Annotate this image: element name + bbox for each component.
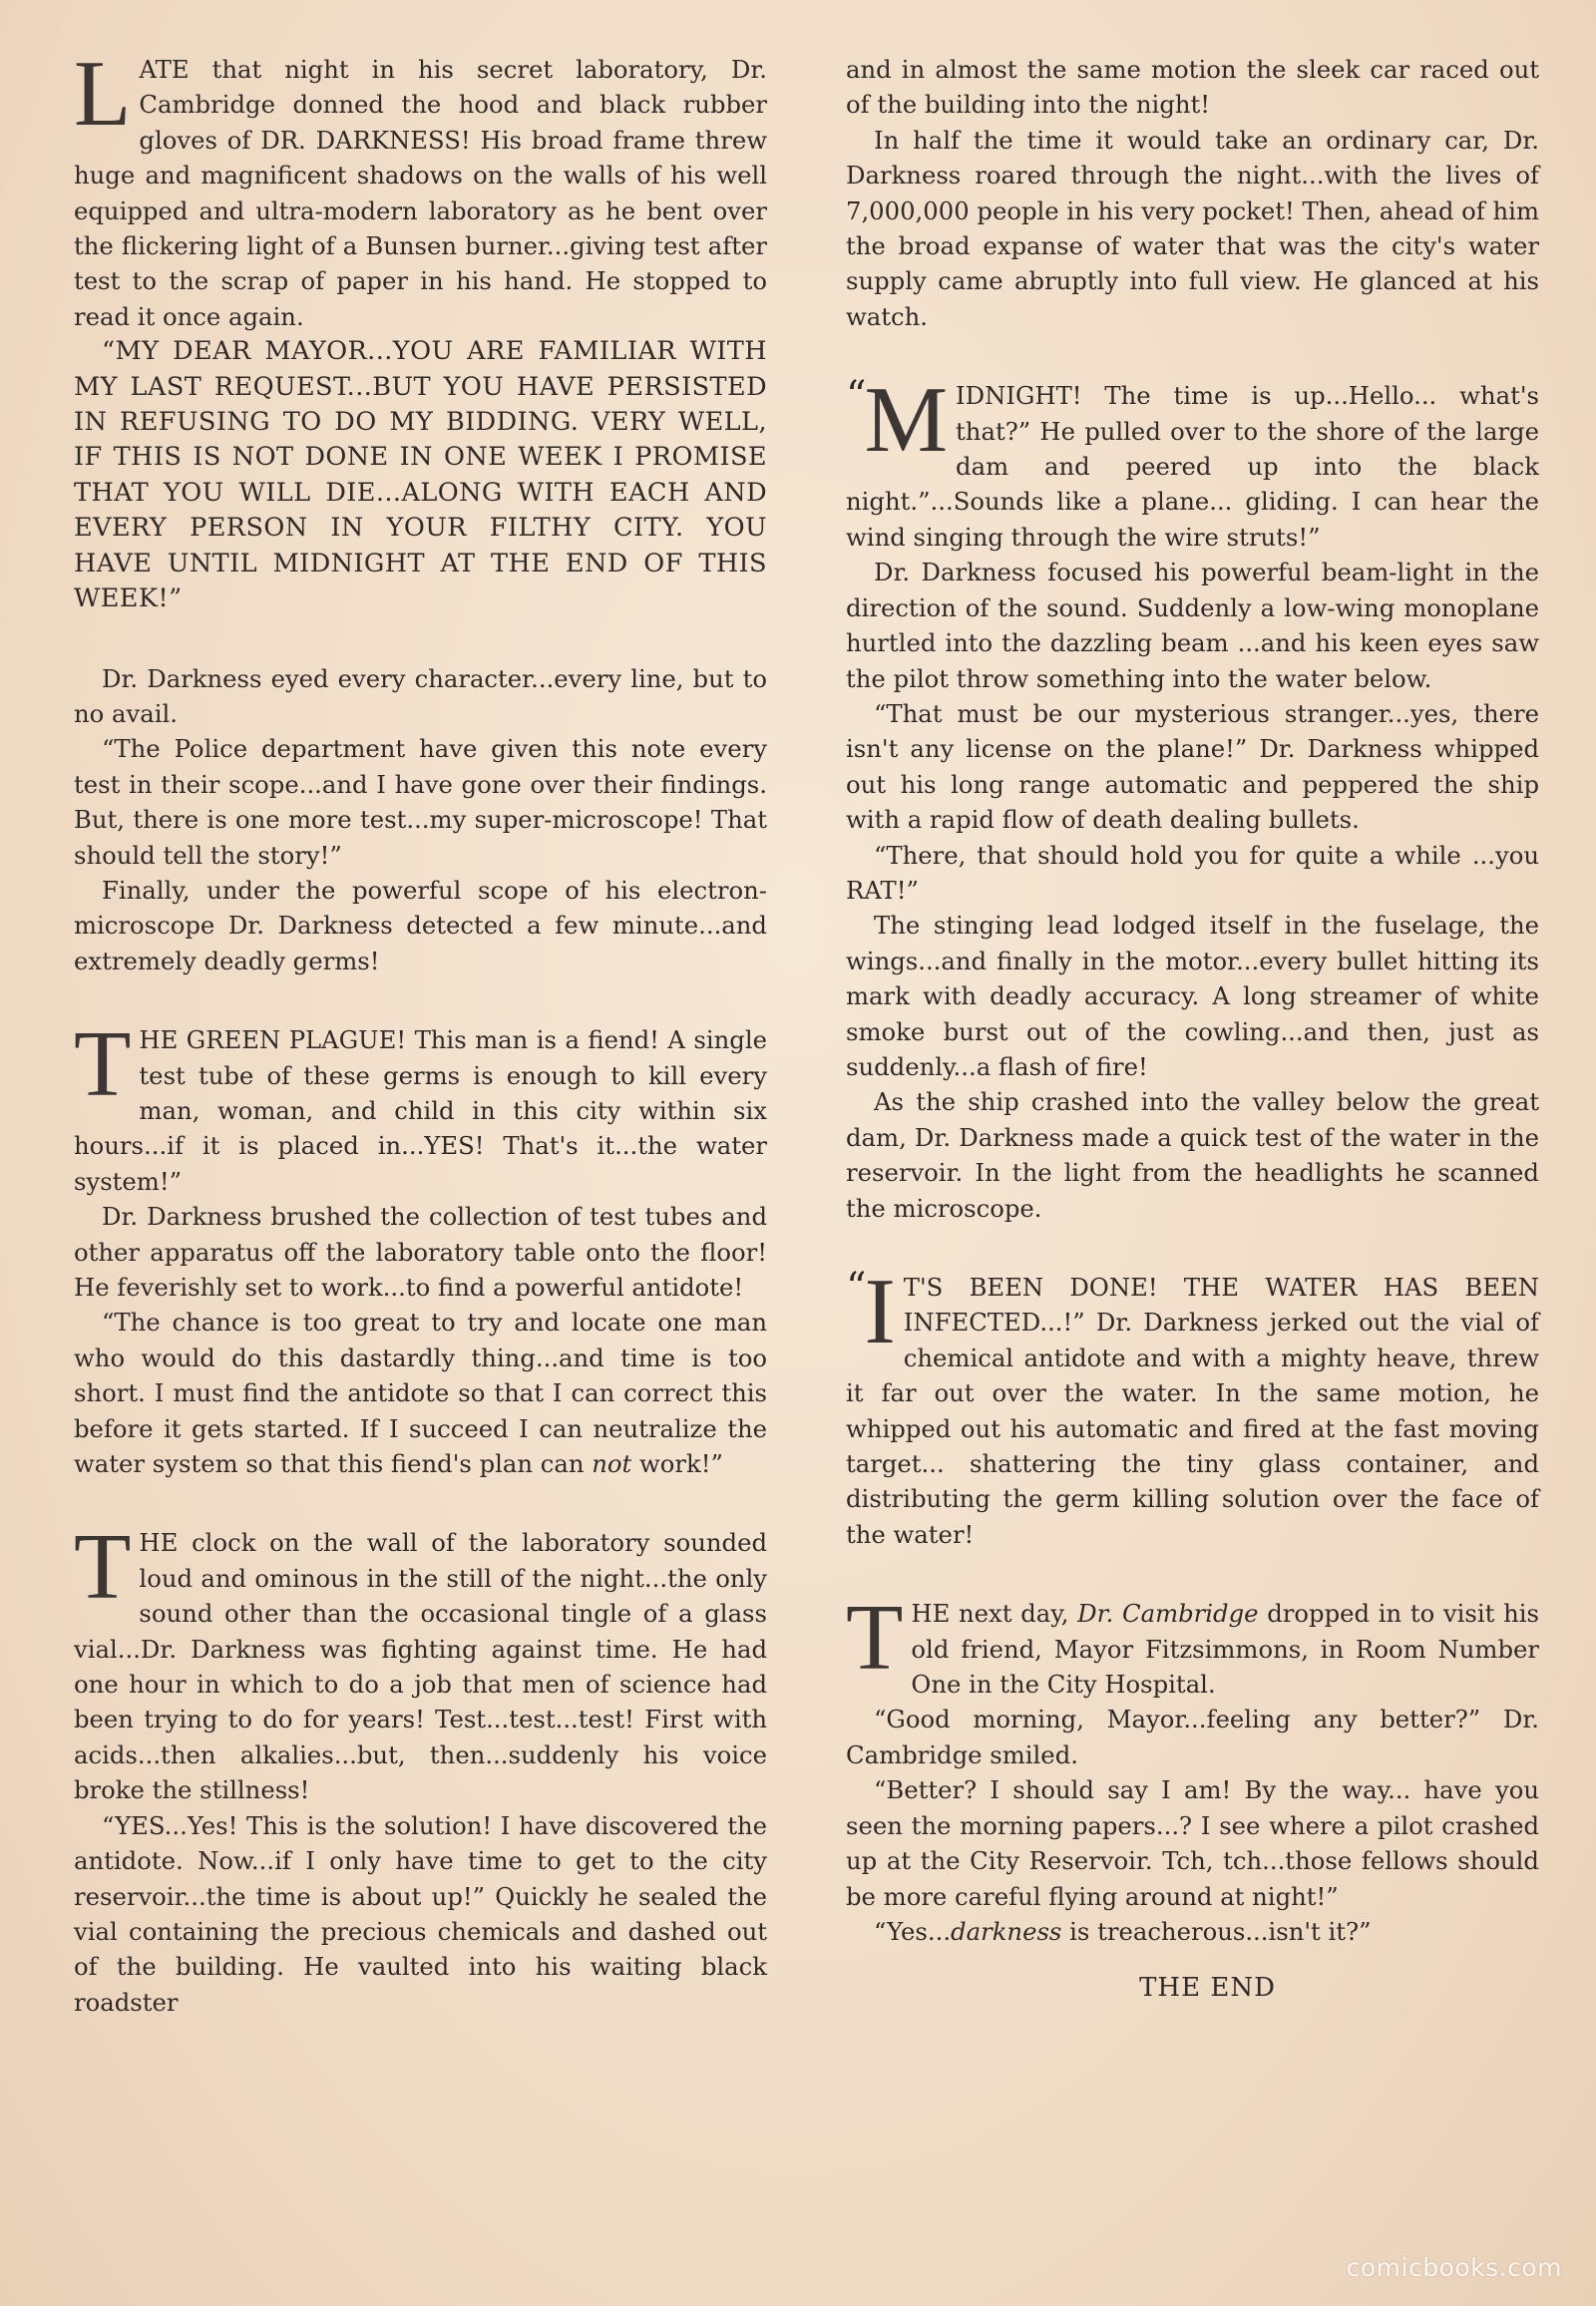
- text-segment: HE next day,: [911, 1599, 1078, 1629]
- the-end-label: THE END: [1139, 1973, 1276, 2004]
- paragraph-text: IDNIGHT! The time is up...Hello... what's that?” He pulled over to the shore of the large dam and peered up into the black night.”...Sounds like a plane... gliding. I can hear the wind singing through the wire struts!”: [846, 381, 1539, 552]
- paragraph: Dr. Darkness brushed the collection of test tubes and other apparatus off the laboratory table onto the floor! He feverishly set to work...to find a powerful antidote!: [74, 1202, 767, 1302]
- left-column: [74, 42, 767, 2020]
- dropcap: T: [846, 1586, 904, 1691]
- paragraph: [74, 1305, 767, 1481]
- paragraph: “The Police department have given this note every test in their scope...and I have gone over their findings. But, there is one more test...my super-microscope! That should tell the story!”: [74, 734, 767, 870]
- paragraph-opening: [74, 1012, 767, 1199]
- paragraph-opening: [846, 1586, 1539, 1702]
- emphasis-text: Dr. Cambridge: [1077, 1599, 1259, 1629]
- paragraph-text: T'S BEEN DONE! THE WATER HAS BEEN INFECTED...!” Dr. Darkness jerked out the vial of chemical antidote and with a mighty heave, threw it far out over the water. In the same motion, he whipped out his automatic and fired at the fast moving target... shattering the tiny glass container, and distributing the germ killing solution over the face of the water!: [846, 1273, 1539, 1549]
- dropcap: M: [864, 368, 949, 473]
- paragraph: [846, 1914, 1539, 1949]
- paragraph: The stinging lead lodged itself in the fuselage, the wings...and finally in the motor...every bullet hitting its mark with deadly accuracy. A long streamer of white smoke burst out of the cowling...and then, just as suddenly...a flash of fire!: [846, 911, 1539, 1081]
- watermark: comicbooks.com: [1346, 2253, 1562, 2282]
- paragraph: and in almost the same motion the sleek car raced out of the building into the night!: [846, 55, 1539, 120]
- dropcap: T: [74, 1012, 132, 1117]
- emphasis-text: not: [592, 1449, 632, 1479]
- paragraph-text: HE GREEN PLAGUE! This man is a fiend! A single test tube of these germs is enough to kill every man, woman, and child in this city within six hours...if it is placed in...YES! That's it...the water system!”: [74, 1025, 767, 1196]
- text-segment: “Yes...: [874, 1916, 952, 1946]
- right-column: [846, 52, 1539, 2003]
- paragraph: “Good morning, Mayor...feeling any better?” Dr. Cambridge smiled.: [846, 1705, 1539, 1769]
- text-segment: is treacherous...isn't it?”: [1061, 1916, 1372, 1946]
- text-segment: dropped in to visit his old friend, Mayor Fitzsimmons, in Room Number One in the City Hospital.: [911, 1599, 1539, 1700]
- section-green-plague: [74, 1012, 767, 1481]
- section-next-day: [846, 1586, 1539, 2004]
- opening-quote: “: [846, 373, 867, 420]
- paragraph-opening: [74, 42, 767, 334]
- paragraph: As the ship crashed into the valley below the great dam, Dr. Darkness made a quick test of the water in the reservoir. In the light from the headlights he scanned the microscope.: [846, 1087, 1539, 1223]
- section-midnight: [846, 368, 1539, 1226]
- section-infected: [846, 1260, 1539, 1552]
- paragraph: “YES...Yes! This is the solution! I have discovered the antidote. Now...if I only have time to get to the city reservoir...the time is about up!” Quickly he sealed the vial containing the precious chemicals and dashed out of the building. He vaulted into his waiting black roadster: [74, 1810, 767, 2017]
- dropcap: T: [74, 1515, 132, 1620]
- threat-note: “MY DEAR MAYOR...YOU ARE FAMILIAR WITH MY LAST REQUEST...BUT YOU HAVE PERSISTED IN REFUSING TO DO MY BIDDING. VERY WELL, IF THIS IS NOT DONE IN ONE WEEK I PROMISE THAT YOU WILL DIE...ALONG WITH EACH AND EVERY PERSON IN YOUR FILTHY CITY. YOU HAVE UNTIL MIDNIGHT AT THE END OF THIS WEEK!”: [74, 336, 767, 614]
- paragraph: Finally, under the powerful scope of his electron-microscope Dr. Darkness detected a few minute...and extremely deadly germs!: [74, 875, 767, 975]
- paragraph: Dr. Darkness eyed every character...every line, but to no avail.: [74, 663, 767, 728]
- paragraph: “There, that should hold you for quite a while ...you RAT!”: [846, 840, 1539, 905]
- section-microscope: [74, 661, 767, 979]
- section-clock: [74, 1515, 767, 2020]
- emphasis-text: darkness: [951, 1916, 1062, 1946]
- section-roadster: [846, 52, 1539, 334]
- dropcap: I: [864, 1260, 896, 1363]
- paragraph-opening: [846, 368, 1539, 555]
- paragraph: Dr. Darkness focused his powerful beam-light in the direction of the sound. Suddenly a low-wing monoplane hurtled into the dazzling beam ...and his keen eyes saw the pilot throw something into the water below.: [846, 558, 1539, 693]
- text-segment: “The chance is too great to try and locate one man who would do this dastardly thing...and time is too short. I must find the antidote so that I can correct this before it gets started. If I succeed I can neutralize the water system so that this fiend's plan can: [74, 1308, 767, 1479]
- section-late-that-night: [74, 42, 767, 617]
- paragraph-opening: [846, 1260, 1539, 1552]
- paragraph-text: ATE that night in his secret laboratory, Dr. Cambridge donned the hood and black rubber gloves of DR. DARKNESS! His broad frame threw huge and magnificent shadows on the walls of his well equipped and ultra-modern laboratory as he bent over the flickering light of a Bunsen burner...giving test after test to the scrap of paper in his hand. He stopped to read it once again.: [74, 55, 767, 331]
- paragraph: “Better? I should say I am! By the way... have you seen the morning papers...? I see where a pilot crashed up at the City Reservoir. Tch, tch...those fellows should be more careful flying around at night!”: [846, 1775, 1539, 1911]
- paragraph: “That must be our mysterious stranger...yes, there isn't any license on the plane!” Dr. Darkness whipped out his long range automatic and peppered the ship with a rapid flow of death dealing bullets.: [846, 698, 1539, 835]
- text-segment: work!”: [631, 1449, 723, 1479]
- paragraph: In half the time it would take an ordinary car, Dr. Darkness roared through the night...with the lives of 7,000,000 people in his very pocket! Then, ahead of him the broad expanse of water that was the city's water supply came abruptly into full view. He glanced at his watch.: [846, 125, 1539, 331]
- paragraph-text: HE clock on the wall of the laboratory sounded loud and ominous in the still of the night...the only sound other than the occasional tingle of a glass vial...Dr. Darkness was fighting against time. He had one hour in which to do a job that men of science had been trying to do for years! Test...test...test! First with acids...then alkalies...but, then...suddenly his voice broke the stillness!: [74, 1528, 767, 1805]
- opening-quote: “: [846, 1265, 867, 1311]
- paragraph-opening: [74, 1515, 767, 1807]
- dropcap: L: [74, 42, 132, 146]
